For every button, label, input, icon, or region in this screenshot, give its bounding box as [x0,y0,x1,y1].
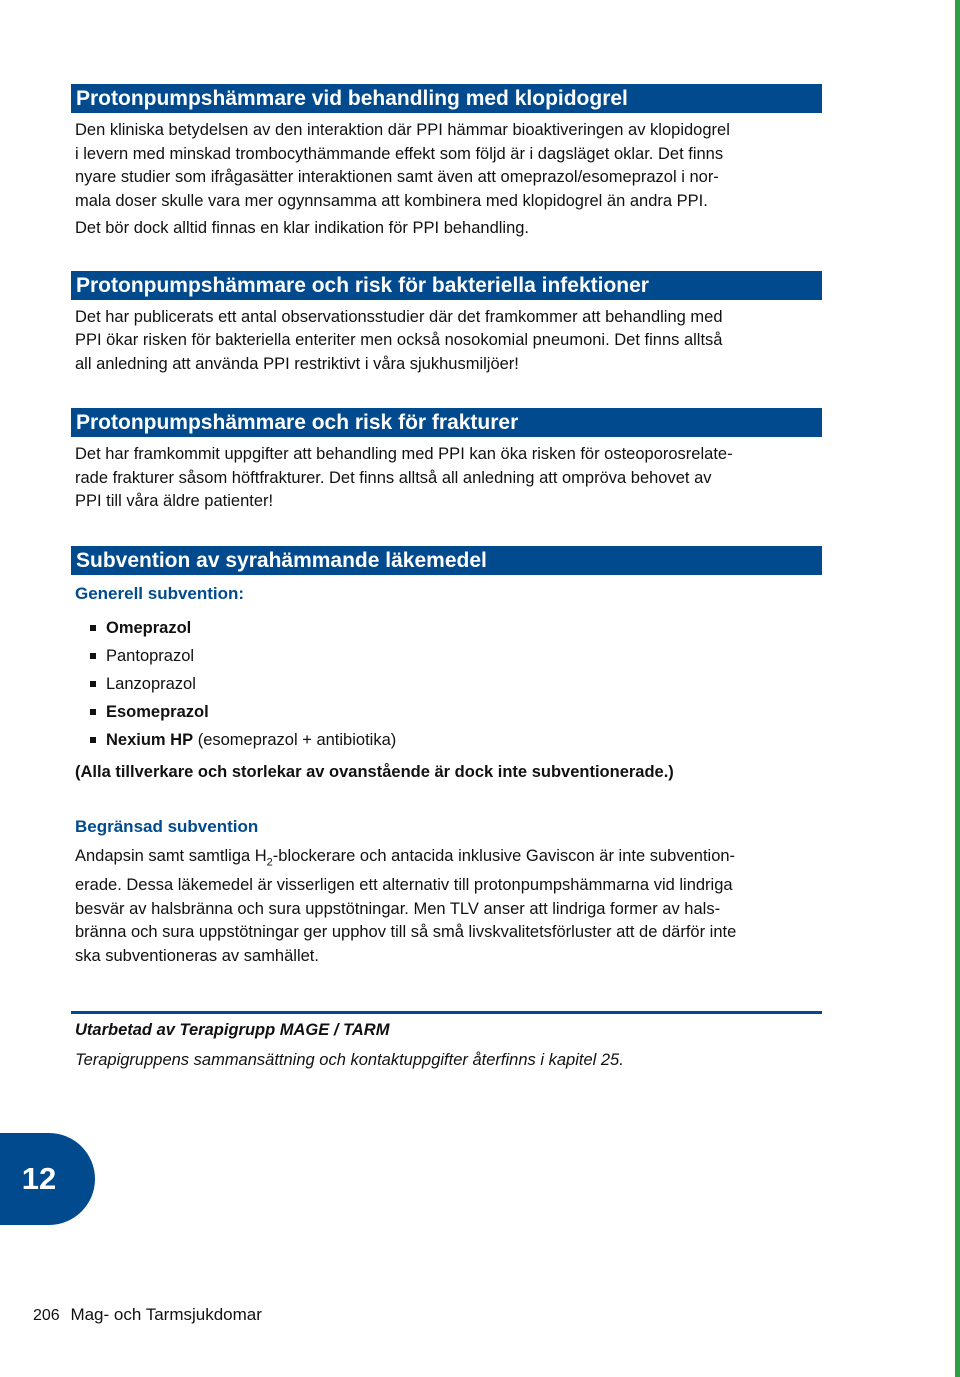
drug-list [71,614,822,754]
bullet-icon [90,737,96,743]
chapter-number: 12 [21,1161,57,1196]
section-body [75,306,822,377]
body-line: nyare studier som ifrågasätter interaktionen samt även att omeprazol/esomeprazol i nor- [75,168,719,186]
credits-author: Utarbetad av Terapigrupp MAGE / TARM [75,1021,390,1040]
section-heading: Protonpumpshämmare vid behandling med klopidogrel [71,84,822,113]
list-item [88,670,822,698]
bullet-icon [90,681,96,687]
section-body [75,119,822,241]
credits-info: Terapigruppens sammansättning och kontaktuppgifter återfinns i kapitel 25. [75,1051,624,1070]
section-klopidogrel [71,84,822,241]
page-footer [33,1305,262,1325]
subvention-note: (Alla tillverkare och storlekar av ovanstående är dock inte subventionerade.) [75,762,674,781]
list-item [88,642,822,670]
body-line: bränna och sura uppstötningar ger upphov till så små livskvalitetsförluster att de därför inte [75,923,737,942]
divider [71,1011,822,1014]
limited-subvention-body [75,845,822,969]
body-line: mala doser skulle vara mer ogynnsamma att kombinera med klopidogrel än andra PPI. [75,191,708,210]
list-item [88,698,822,726]
body-line: erade. Dessa läkemedel är visserligen ett alternativ till protonpumpshämmarna vid lindriga [75,876,733,895]
body-line: all anledning att använda PPI restriktivt i våra sjukhusmiljöer! [75,354,519,373]
body-line: Det har publicerats ett antal observationsstudier där det framkommer att behandling med [75,307,723,326]
body-line: Det bör dock alltid finnas en klar indikation för PPI behandling. [75,219,530,237]
subscript: 2 [266,855,273,868]
page-content [71,84,822,1071]
list-item [88,726,822,754]
body-text: Andapsin samt samtliga H [75,846,267,865]
section-infections [71,271,822,377]
drug-name: Nexium HP [106,730,194,749]
body-line: PPI ökar risken för bakteriella enteriter men också nosokomial pneumoni. Det finns alltså [75,331,723,349]
chapter-tab [0,1133,95,1225]
list-item [88,614,822,642]
section-fractures [71,408,822,514]
bullet-icon [90,709,96,715]
section-heading: Protonpumpshämmare och risk för frakturer [71,408,822,437]
body-line: Den kliniska betydelsen av den interaktion där PPI hämmar bioaktiveringen av klopidogrel [75,121,730,139]
section-heading: Protonpumpshämmare och risk för bakteriella infektioner [71,271,822,300]
credits [71,1011,822,1071]
body-text: -blockerare och antacida inklusive Gaviscon är inte subvention- [272,846,736,865]
body-line: i levern med minskad trombocythämmande effekt som följd är i dagsläget oklar. Det finns [75,144,724,163]
drug-note: (esomeprazol + antibiotika) [193,730,397,749]
body-line: rade frakturer såsom höftfrakturer. Det finns alltså all anledning att ompröva behovet av [75,468,712,487]
drug-name: Omeprazol [106,618,192,637]
body-line: PPI till våra äldre patienter! [75,492,274,510]
drug-name: Pantoprazol [106,646,195,665]
body-line: besvär av halsbränna och sura uppstötningar. Men TLV anser att lindriga former av hals- [75,899,721,918]
chapter-title: Mag- och Tarmsjukdomar [70,1305,262,1324]
section-heading: Subvention av syrahämmande läkemedel [71,546,822,575]
body-line: Det har framkommit uppgifter att behandling med PPI kan öka risken för osteoporosrelate- [75,445,733,463]
drug-name: Lanzoprazol [106,674,196,693]
page-number: 206 [33,1307,60,1324]
bullet-icon [90,653,96,659]
general-subvention-heading: Generell subvention: [75,583,245,603]
limited-subvention-heading: Begränsad subvention [75,816,259,836]
drug-name: Esomeprazol [106,702,209,721]
edge-color-bar [955,0,960,1377]
body-line: ska subventioneras av samhället. [75,946,319,965]
body-line [75,845,822,875]
bullet-icon [90,625,96,631]
section-body [75,443,822,514]
section-subvention [71,546,822,969]
